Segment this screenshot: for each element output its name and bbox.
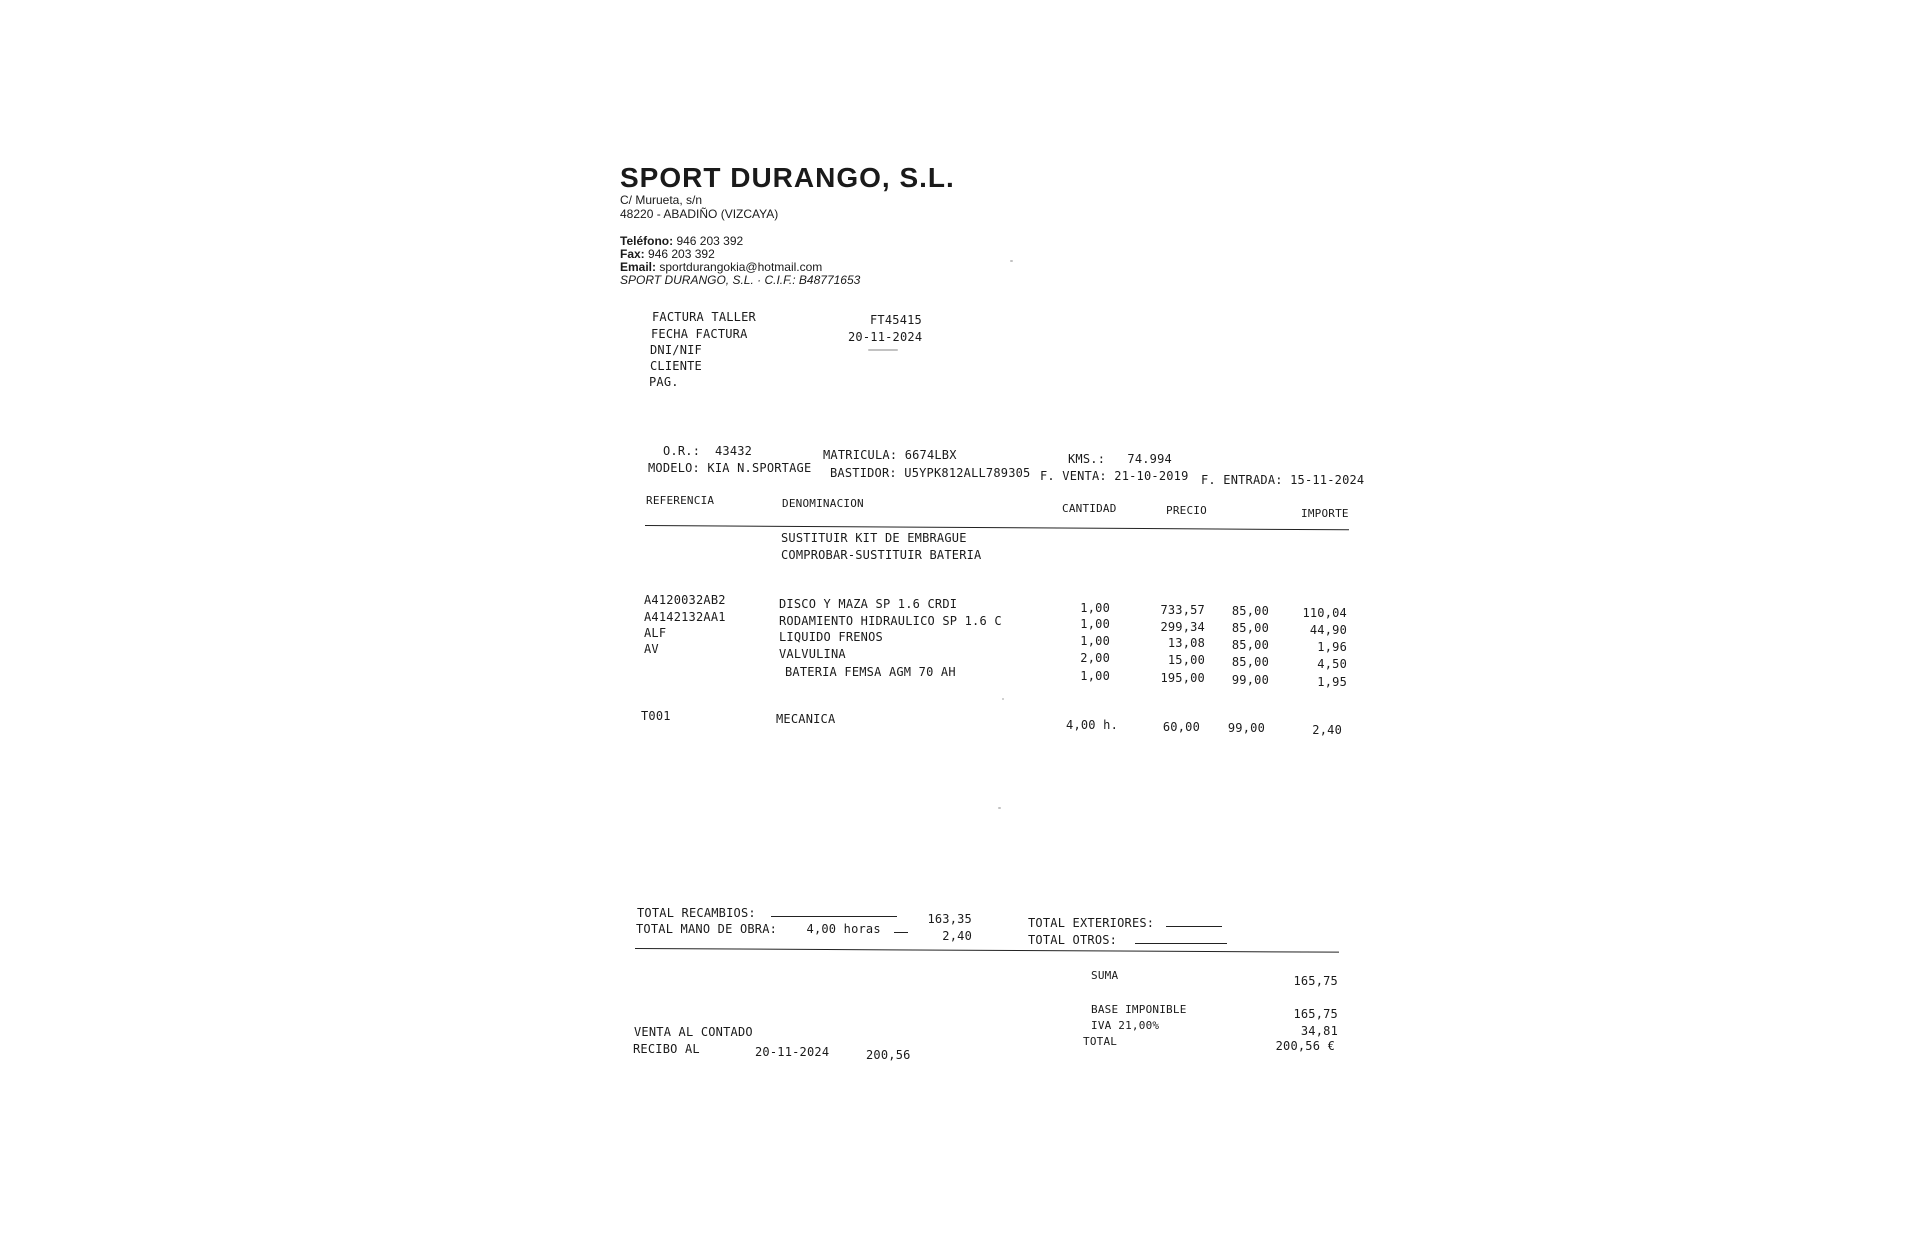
item-desc: VALVULINA [779,647,846,661]
company-city: 48220 - ABADIÑO (VIZCAYA) [620,207,779,221]
blank-line [1166,916,1222,927]
bastidor-label: BASTIDOR: [830,466,897,480]
blank-line [1135,933,1227,944]
item-qty: 1,00 [1080,669,1110,683]
item-pct: 85,00 [1231,638,1269,652]
item-amount: 110,04 [1302,606,1347,620]
item-qty: 1,00 [1080,634,1110,648]
iva-label: IVA 21,00% [1091,1019,1160,1032]
kms-value: 74.994 [1127,452,1172,466]
fax-value: 946 203 392 [648,247,715,261]
total-mano-obra-value: 2,40 [942,929,972,943]
page-label: PAG. [649,375,679,389]
total-otros-label: TOTAL OTROS: [1028,933,1118,947]
or-line [663,444,752,458]
header-referencia: REFERENCIA [646,494,715,507]
item-qty: 1,00 [1080,617,1110,631]
or-label: O.R.: [663,444,701,458]
or-value: 43432 [714,444,753,458]
item-desc: DISCO Y MAZA SP 1.6 CRDI [779,597,958,611]
item-price: 733,57 [1160,603,1205,617]
item-amount: 1,96 [1317,640,1347,654]
email-label: Email: [620,260,657,274]
total-otros-line [1028,933,1227,947]
scan-speck [998,807,1001,809]
item-ref: A4142132AA1 [644,610,726,624]
total-value: 200,56 € [1275,1039,1335,1053]
item-ref: ALF [644,626,667,640]
bastidor-line [830,466,1030,480]
suma-value: 165,75 [1293,974,1338,988]
venta-value: 21-10-2019 [1114,469,1189,483]
labor-ref: T001 [641,709,671,723]
labor-price: 60,00 [1162,720,1200,734]
phone-value: 946 203 392 [676,234,744,248]
item-amount: 4,50 [1317,657,1347,671]
company-street: C/ Murueta, s/n [620,193,703,207]
iva-value: 34,81 [1300,1024,1338,1038]
bastidor-value: U5YPK812ALL789305 [904,466,1031,480]
item-qty: 1,00 [1080,601,1110,615]
email-value: sportdurangokia@hotmail.com [659,260,823,274]
modelo-label: MODELO: [648,461,700,475]
modelo-value: KIA N.SPORTAGE [707,461,812,475]
scan-speck [1010,260,1013,262]
labor-pct: 99,00 [1227,721,1265,735]
item-price: 15,00 [1167,653,1205,667]
total-recambios-label: TOTAL RECAMBIOS: [637,906,756,920]
item-ref: AV [644,642,659,656]
header-precio: PRECIO [1166,504,1207,517]
total-recambios-value: 163,35 [927,912,972,926]
header-importe: IMPORTE [1301,507,1349,520]
entrada-line [1201,473,1364,487]
matricula-value: 6674LBX [904,448,957,462]
total-mano-obra-hours: 4,00 horas [806,922,881,936]
labor-desc: MECANICA [776,712,836,726]
item-qty: 2,00 [1080,651,1110,665]
total-recambios-line [637,906,897,920]
header-cantidad: CANTIDAD [1062,502,1117,515]
fax-line [620,247,715,261]
item-desc: BATERIA FEMSA AGM 70 AH [785,665,956,679]
total-label: TOTAL [1083,1035,1118,1048]
item-ref: A4120032AB2 [644,593,726,607]
item-desc: RODAMIENTO HIDRAULICO SP 1.6 C [779,614,1002,628]
note-line: COMPROBAR-SUSTITUIR BATERIA [781,548,982,562]
dni-label: DNI/NIF [650,343,702,357]
header-denominacion: DENOMINACION [782,497,864,510]
entrada-label: F. ENTRADA: [1201,473,1283,487]
kms-line [1068,452,1172,466]
total-mano-obra-label: TOTAL MANO DE OBRA: [636,922,778,936]
item-amount: 44,90 [1309,623,1347,637]
entrada-value: 15-11-2024 [1290,473,1365,487]
item-pct: 85,00 [1231,655,1269,669]
recibo-label: RECIBO AL [633,1042,700,1056]
item-pct: 85,00 [1231,621,1269,635]
phone-line [620,234,743,248]
redaction-mark [868,349,898,351]
fax-label: Fax: [620,247,645,261]
invoice-date-label: FECHA FACTURA [651,327,748,341]
recibo-amount: 200,56 [866,1048,911,1062]
recibo-date: 20-11-2024 [755,1045,830,1059]
phone-label: Teléfono: [620,234,674,248]
total-exteriores-line [1028,916,1222,930]
header-rule [645,525,1349,530]
venta-label: F. VENTA: [1040,469,1107,483]
cif-line: SPORT DURANGO, S.L. · C.I.F.: B48771653 [620,273,861,287]
item-price: 299,34 [1160,620,1205,634]
matricula-label: MATRICULA: [823,448,898,462]
base-imponible-value: 165,75 [1293,1007,1338,1021]
item-amount: 1,95 [1317,675,1347,689]
invoice-number: FT45415 [870,313,922,327]
item-price: 195,00 [1160,671,1205,685]
email-line [620,260,822,274]
kms-label: KMS.: [1068,452,1106,466]
item-pct: 99,00 [1231,673,1269,687]
totals-rule [635,948,1339,953]
labor-amount: 2,40 [1312,723,1342,737]
suma-label: SUMA [1091,969,1119,982]
item-desc: LIQUIDO FRENOS [779,630,883,644]
invoice-type-label: FACTURA TALLER [652,310,756,324]
total-exteriores-label: TOTAL EXTERIORES: [1028,916,1155,930]
modelo-line [648,461,811,475]
payment-type: VENTA AL CONTADO [634,1025,753,1039]
invoice-date: 20-11-2024 [848,330,923,344]
scan-speck [1002,698,1004,700]
company-name: SPORT DURANGO, S.L. [620,162,955,193]
note-line: SUSTITUIR KIT DE EMBRAGUE [781,531,967,545]
item-price: 13,08 [1167,636,1205,650]
matricula-line [823,448,957,462]
blank-line [771,906,897,917]
total-mano-obra-line [636,922,908,936]
venta-line [1040,469,1189,483]
item-pct: 85,00 [1231,604,1269,618]
base-imponible-label: BASE IMPONIBLE [1091,1003,1187,1016]
client-label: CLIENTE [650,359,702,373]
labor-qty: 4,00 h. [1066,718,1118,732]
